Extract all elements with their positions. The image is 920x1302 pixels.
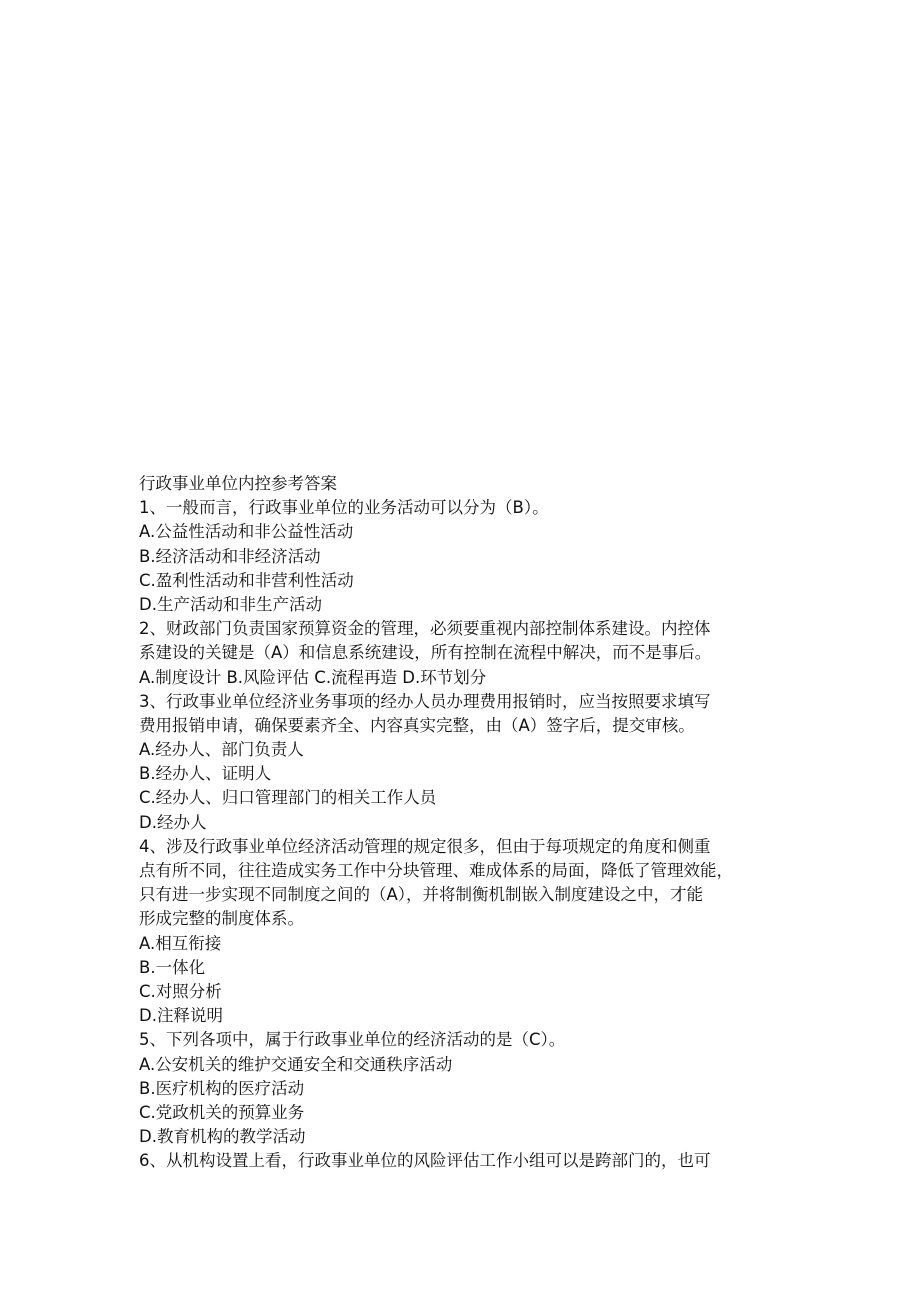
question-2-line-2: 系建设的关键是（A）和信息系统建设，所有控制在流程中解决，而不是事后。 xyxy=(139,643,712,663)
option-line: B.经济活动和非经济活动 xyxy=(139,546,321,566)
question-6-line-1: 6、从机构设置上看，行政事业单位的风险评估工作小组可以是跨部门的，也可 xyxy=(139,1151,711,1171)
document-body xyxy=(139,472,784,1173)
option-line: B.经办人、证明人 xyxy=(139,764,272,784)
option-line: A.制度设计 B.风险评估 C.流程再造 D.环节划分 xyxy=(139,667,487,687)
question-5: 5、下列各项中，属于行政事业单位的经济活动的是（C）。 xyxy=(139,1030,566,1050)
question-4-line-2: 点有所不同，往往造成实务工作中分块管理、难成体系的局面，降低了管理效能， xyxy=(139,861,733,880)
option-line: D.注释说明 xyxy=(139,1006,223,1026)
option-line: A.公益性活动和非公益性活动 xyxy=(139,522,354,542)
option-line: A.经办人、部门负责人 xyxy=(139,740,304,760)
option-line: B.一体化 xyxy=(139,957,206,977)
option-line: C.党政机关的预算业务 xyxy=(139,1102,305,1122)
question-1: 1、一般而言，行政事业单位的业务活动可以分为（B）。 xyxy=(139,498,549,518)
option-line: A.公安机关的维护交通安全和交通秩序活动 xyxy=(139,1054,453,1074)
option-line: D.教育机构的教学活动 xyxy=(139,1127,306,1147)
question-3-line-2: 费用报销申请，确保要素齐全、内容真实完整，由（A）签字后，提交审核。 xyxy=(139,715,695,735)
option-line: A.相互衔接 xyxy=(139,933,222,953)
option-line: D.经办人 xyxy=(139,812,207,832)
question-4-line-1: 4、涉及行政事业单位经济活动管理的规定很多，但由于每项规定的角度和侧重 xyxy=(139,836,711,856)
option-line: C.盈利性活动和非营利性活动 xyxy=(139,570,354,590)
document-title: 行政事业单位内控参考答案 xyxy=(139,474,337,493)
option-line: B.医疗机构的医疗活动 xyxy=(139,1078,305,1098)
question-4-line-3: 只有进一步实现不同制度之间的（A），并将制衡机制嵌入制度建设之中，才能 xyxy=(139,885,704,905)
option-line: C.对照分析 xyxy=(139,981,222,1001)
question-4-line-4: 形成完整的制度体系。 xyxy=(139,909,304,929)
question-3-line-1: 3、行政事业单位经济业务事项的经办人员办理费用报销时，应当按照要求填写 xyxy=(139,691,711,711)
option-line: D.生产活动和非生产活动 xyxy=(139,594,322,614)
question-2-line-1: 2、财政部门负责国家预算资金的管理，必须要重视内部控制体系建设。内控体 xyxy=(139,619,711,639)
option-line: C.经办人、归口管理部门的相关工作人员 xyxy=(139,788,437,808)
